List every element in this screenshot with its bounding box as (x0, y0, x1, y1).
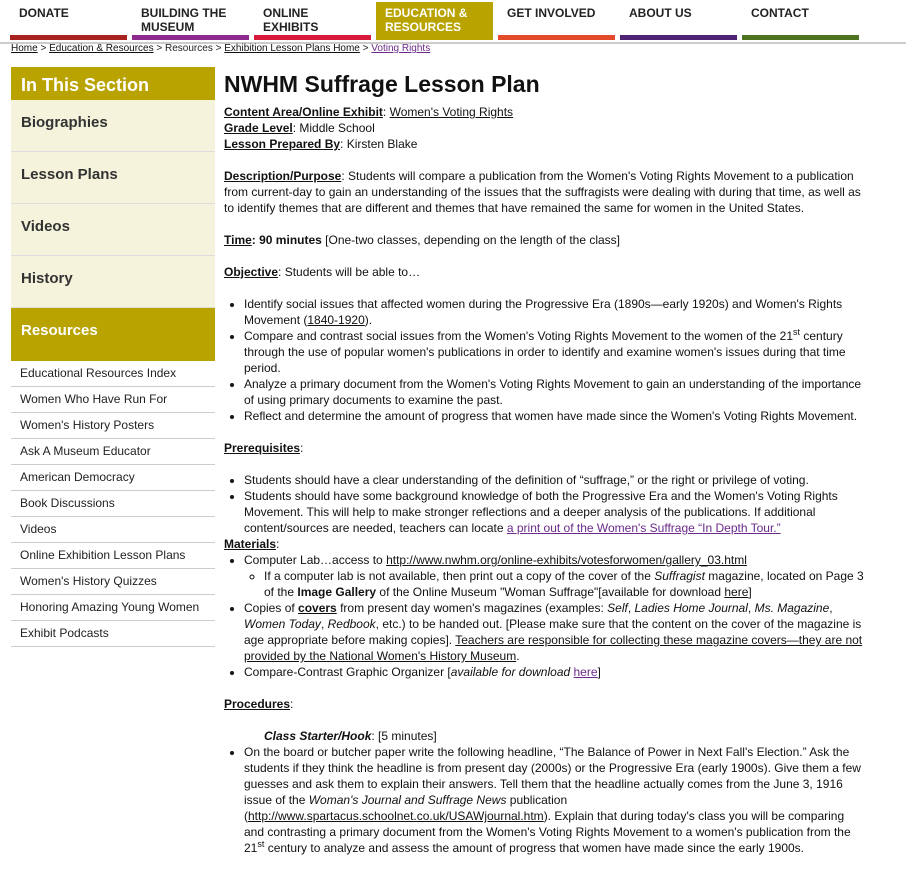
text: publication ( (244, 793, 568, 823)
field-label: Procedures (224, 697, 291, 711)
italic-text: Suffragist (654, 569, 705, 583)
nav-label: DONATE (19, 6, 69, 20)
text: . (516, 649, 520, 663)
sidebar-link[interactable]: Ask A Museum Educator (11, 439, 215, 465)
nav-item-4[interactable] (498, 2, 615, 40)
text: , (320, 617, 328, 631)
bold-text: : 90 minutes (251, 233, 322, 247)
text: magazine, located on Page 3 of the (264, 569, 864, 599)
sub-list (244, 568, 864, 600)
bullet-list (224, 296, 864, 424)
spacer (224, 456, 864, 472)
bullet-list (224, 552, 864, 680)
text: : (290, 697, 294, 711)
nav-label: CONTACT (751, 6, 809, 20)
top-navigation (0, 0, 906, 44)
italic-text: Women Today (244, 617, 321, 631)
paragraph (224, 696, 864, 712)
nav-item-1[interactable] (132, 2, 249, 40)
text: , (747, 601, 755, 615)
nav-color-bar (376, 35, 493, 40)
link[interactable]: http://www.spartacus.schoolnet.co.uk/USAWjournal.htm (248, 809, 544, 823)
text: ). (364, 313, 373, 327)
nav-label: EDUCATION & RESOURCES (385, 6, 468, 34)
spacer (224, 216, 864, 232)
sidebar-heading: In This Section (11, 67, 215, 100)
text: , (627, 601, 635, 615)
breadcrumb-item[interactable]: Education & Resources (49, 43, 154, 54)
text: : Students will be able to… (278, 265, 421, 279)
nav-color-bar (742, 35, 859, 40)
sidebar-link[interactable]: Honoring Amazing Young Women (11, 595, 215, 621)
text: from present day women's magazines (examples: (336, 601, 608, 615)
field-label: Lesson Prepared By (224, 137, 341, 151)
list-item (244, 376, 864, 408)
text: On the board or butcher paper write the following headline, “The Balance of Power in Next Fall's Election.” Ask the students if they think the headline is from present day (2000s) or the Progressive Era (early 1900s). Give them a few guesses and ask them to explain their answers. Tell them that the headline actually comes from the June 3, 1916 issue of the (244, 745, 861, 807)
text: [One-two classes, depending on the length of the class] (321, 233, 621, 247)
superscript: st (793, 327, 801, 337)
superscript: st (257, 839, 265, 849)
sidebar-link[interactable]: Educational Resources Index (11, 361, 215, 387)
link[interactable]: here (573, 665, 598, 679)
field-label: covers (298, 601, 337, 615)
text: ). Explain that during today's class you will be comparing and contrasting a primary document from the Women's Voting Rights Movement to a women's publication from the 21 (244, 809, 851, 855)
text: century through the use of popular women's publications in order to identify and examine women's issues during that time period. (244, 329, 846, 375)
spacer (224, 152, 864, 168)
main-content (224, 70, 864, 856)
nav-label: ABOUT US (629, 6, 692, 20)
field-label: Time (224, 233, 252, 247)
breadcrumb-item: Resources (165, 43, 213, 54)
text: century to analyze and assess the amount of progress that women have made since the early 1900s. (264, 841, 805, 855)
nav-color-bar (10, 35, 127, 40)
link[interactable]: http://www.nwhm.org/online-exhibits/votesforwomen/gallery_03.html (386, 553, 747, 567)
nav-color-bar (254, 35, 371, 40)
sidebar-link[interactable]: Videos (11, 517, 215, 543)
text: If a computer lab is not available, then print out a copy of the cover of the (264, 569, 655, 583)
sidebar-link[interactable]: American Democracy (11, 465, 215, 491)
text: : Kirsten Blake (340, 137, 418, 151)
nav-label: GET INVOLVED (507, 6, 596, 20)
underlined-text: Teachers are responsible for collecting these magazine covers—they are not provided by the National Women's History Museum (244, 633, 863, 663)
paragraph (224, 536, 864, 552)
text: ] (748, 585, 752, 599)
text: Analyze a primary document from the Women's Voting Rights Movement to gain an understanding of the importance of using primary documents to examine the past. (244, 377, 862, 407)
text: of the Online Museum "Woman Suffrage"[available for download (376, 585, 725, 599)
text: Reflect and determine the amount of progress that women have made since the Women's Voting Rights Movement. (244, 409, 858, 423)
italic-text: Redbook (327, 617, 376, 631)
field-label: Grade Level (224, 121, 293, 135)
text: Students should have a clear understanding of the definition of “suffrage,” or the right or privilege of voting. (244, 473, 809, 487)
nav-label: BUILDING THE MUSEUM (141, 6, 227, 34)
sidebar-link[interactable]: Exhibit Podcasts (11, 621, 215, 647)
breadcrumb-item[interactable]: Home (11, 43, 38, 54)
paragraph (224, 440, 864, 456)
paragraph (224, 136, 864, 152)
spacer (224, 424, 864, 440)
sidebar-item-history[interactable]: History (11, 256, 215, 308)
nav-item-0[interactable] (10, 2, 127, 40)
text: : (382, 105, 390, 119)
sidebar-link[interactable]: Women Who Have Run For (11, 387, 215, 413)
list-item (244, 296, 864, 328)
field-label: Prerequisites (224, 441, 301, 455)
link[interactable]: here (724, 585, 749, 599)
italic-text: Woman's Journal and Suffrage News (308, 793, 507, 807)
text: , (829, 601, 833, 615)
sidebar-link[interactable]: Women's History Quizzes (11, 569, 215, 595)
italic-text: available for download (450, 665, 574, 679)
paragraph (224, 728, 864, 744)
italic-text: Self (607, 601, 628, 615)
nav-item-5[interactable] (620, 2, 737, 40)
nav-color-bar (498, 35, 615, 40)
sidebar-link[interactable]: Online Exhibition Lesson Plans (11, 543, 215, 569)
italic-text: Ladies Home Journal (634, 601, 748, 615)
bullet-list (224, 744, 864, 856)
sidebar-link[interactable]: Women's History Posters (11, 413, 215, 439)
sidebar-item-lesson-plans[interactable]: Lesson Plans (11, 152, 215, 204)
paragraph (224, 232, 864, 248)
nav-item-3[interactable] (376, 2, 493, 40)
list-item (244, 744, 864, 856)
nav-item-2[interactable] (254, 2, 371, 40)
page-title: NWHM Suffrage Lesson Plan (224, 71, 540, 97)
sidebar (11, 67, 215, 647)
list-item (244, 552, 864, 600)
italic-text: Ms. Magazine (754, 601, 830, 615)
list-item (244, 472, 864, 488)
bold-italic-text: Class Starter/Hook (264, 729, 372, 743)
sidebar-link[interactable]: Book Discussions (11, 491, 215, 517)
sidebar-item-biographies[interactable]: Biographies (11, 100, 215, 152)
list-item (244, 408, 864, 424)
text: Compare and contrast social issues from the Women's Voting Rights Movement to the women of the 21 (244, 329, 794, 343)
sidebar-item-videos[interactable]: Videos (11, 204, 215, 256)
text: Identify social issues that affected women during the Progressive Era (1890s—early 1920s) and Women's Rights Movement ( (244, 297, 843, 327)
breadcrumb-item[interactable]: Voting Rights (371, 43, 431, 54)
text: : (276, 537, 280, 551)
sidebar-item-resources[interactable]: Resources (11, 308, 215, 361)
text: ] (597, 665, 601, 679)
text: : Students will compare a publication from the Women's Voting Rights Movement to a publication from current-day to gain an understanding of the issues that the suffragists were dealing with during that time, as well as to identify themes that are different and themes that have remained the same for women in the United States. (224, 169, 861, 215)
spacer (224, 680, 864, 696)
breadcrumb-item[interactable]: Exhibition Lesson Plans Home (224, 43, 360, 54)
text: , etc.) to be handed out. [Please make sure that the content on the cover of the magazine is age appropriate before making copies]. (244, 617, 862, 647)
list-item (244, 600, 864, 664)
paragraph (224, 120, 864, 136)
nav-item-6[interactable] (742, 2, 859, 40)
text: Computer Lab…access to (244, 553, 387, 567)
spacer (224, 280, 864, 296)
field-label: Description/Purpose (224, 169, 342, 183)
nav-color-bar (132, 35, 249, 40)
spacer (224, 712, 864, 728)
text: Compare-Contrast Graphic Organizer [ (244, 665, 451, 679)
nav-label: ONLINE EXHIBITS (263, 6, 319, 34)
breadcrumb: Home > Education & Resources > Resources > Exhibition Lesson Plans Home > Voting Rights (11, 43, 431, 54)
link[interactable]: 1840-1920 (307, 313, 365, 327)
list-item (244, 488, 864, 536)
text: : Middle School (292, 121, 375, 135)
text: : (300, 441, 304, 455)
paragraph (224, 168, 864, 216)
bold-text: Image Gallery (297, 585, 377, 599)
paragraph (224, 264, 864, 280)
nav-color-bar (620, 35, 737, 40)
text: Students should have some background knowledge of both the Progressive Era and the Women's Voting Rights Movement. This will help to make stronger reflections and a deeper analysis of the publications. If additional content/sources are needed, teachers can locate (244, 489, 838, 535)
paragraph (224, 104, 864, 120)
field-label: Materials (224, 537, 277, 551)
bullet-list (224, 472, 864, 536)
list-item (244, 328, 864, 376)
field-label: Objective (224, 265, 279, 279)
spacer (224, 248, 864, 264)
text: : [5 minutes] (371, 729, 437, 743)
list-item (244, 664, 864, 680)
text: Copies of (244, 601, 299, 615)
sub-list-item (264, 568, 864, 600)
field-label: Content Area/Online Exhibit (224, 105, 383, 119)
link[interactable]: a print out of the Women's Suffrage “In Depth Tour.” (506, 521, 781, 535)
link[interactable]: Women's Voting Rights (389, 105, 514, 119)
